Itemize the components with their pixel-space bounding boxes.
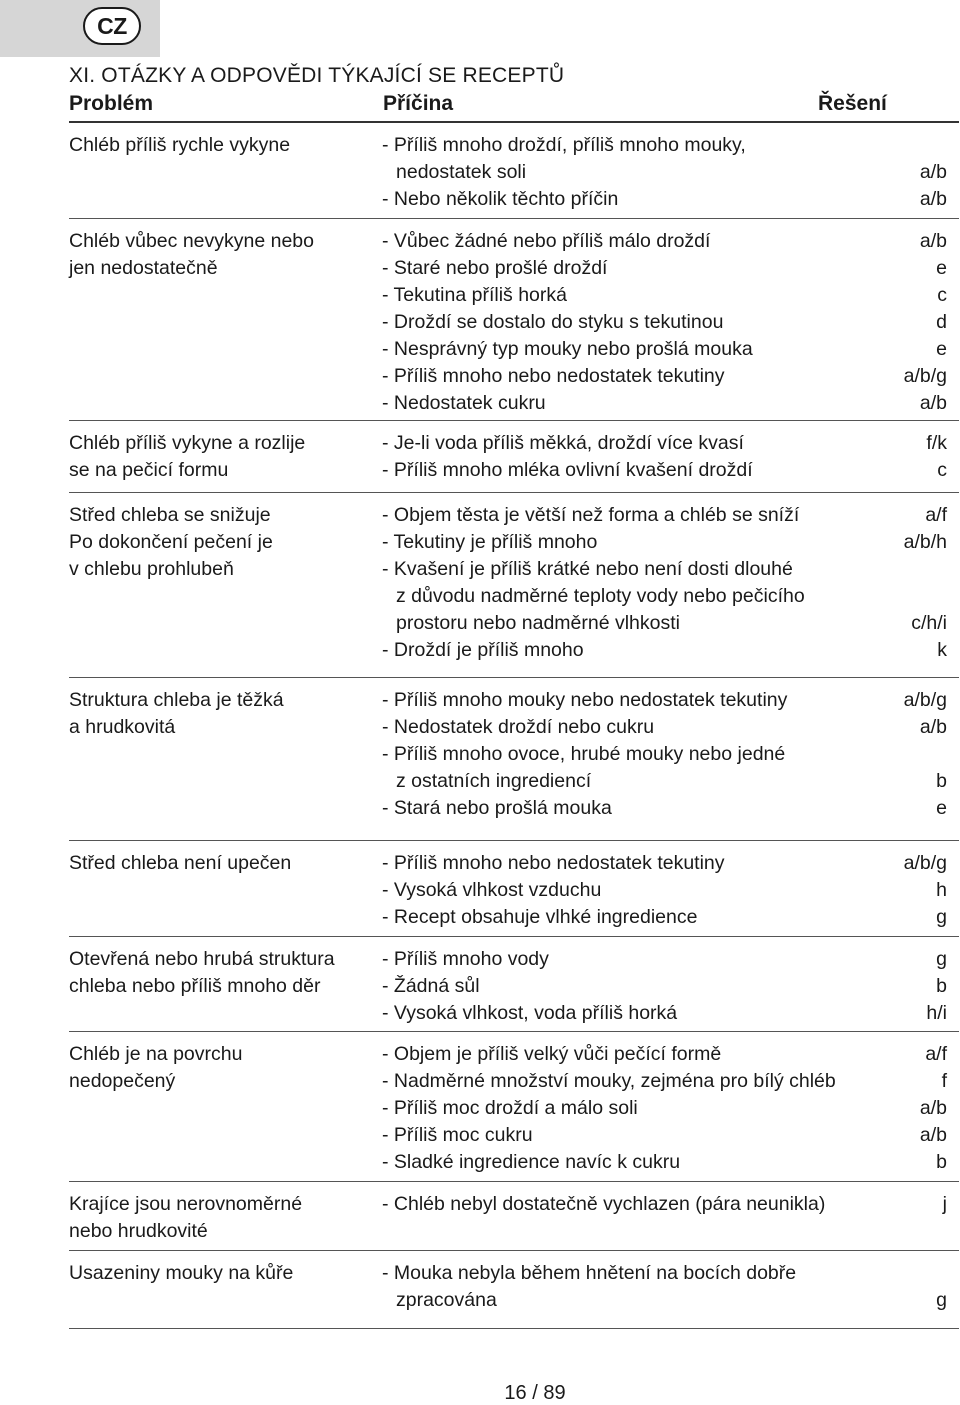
solution-code: e: [936, 797, 947, 819]
cause-line: [382, 282, 947, 309]
cause-text: - Vysoká vlhkost, voda příliš horká: [382, 1002, 678, 1024]
cause-line: [382, 1122, 947, 1149]
cause-line: [382, 583, 947, 610]
cause-text: - Je-li voda příliš měkká, droždí více kvasí: [382, 432, 744, 454]
row-separator: [69, 420, 959, 421]
causes-cell: [382, 1260, 947, 1314]
problem-cell: [69, 132, 389, 159]
problem-text: Chléb příliš vykyne a rozlije: [69, 432, 306, 454]
problem-text: Střed chleba se snižuje: [69, 504, 271, 526]
problem-text: v chlebu prohlubeň: [69, 558, 234, 580]
row-separator: [69, 936, 959, 937]
solution-code: k: [937, 639, 947, 661]
row-separator: [69, 218, 959, 219]
cause-line: [382, 850, 947, 877]
problem-text: chleba nebo příliš mnoho děr: [69, 975, 321, 997]
cause-text: - Příliš moc droždí a málo soli: [382, 1097, 638, 1119]
cause-line: [382, 610, 947, 637]
solution-code: a/b: [919, 716, 947, 738]
problem-text: Chléb je na povrchu: [69, 1043, 243, 1065]
solution-code: j: [942, 1193, 947, 1215]
cause-line: [382, 687, 947, 714]
cause-text: - Vysoká vlhkost vzduchu: [382, 879, 602, 901]
solution-code: g: [936, 1289, 947, 1311]
problem-text: se na pečicí formu: [69, 459, 229, 481]
solution-code: a/b: [919, 1097, 947, 1119]
cause-line: [382, 1095, 947, 1122]
cause-line: [382, 556, 947, 583]
solution-code: g: [936, 906, 947, 928]
row-separator: [69, 1250, 959, 1251]
solution-code: h: [936, 879, 947, 901]
cause-line: [382, 336, 947, 363]
cause-text: - Droždí se dostalo do styku s tekutinou: [382, 311, 724, 333]
cause-text: - Tekutina příliš horká: [382, 284, 567, 306]
section-title: XI. OTÁZKY A ODPOVĚDI TÝKAJÍCÍ SE RECEPTŮ: [69, 64, 565, 87]
cause-text: - Droždí je příliš mnoho: [382, 639, 584, 661]
causes-cell: [382, 1191, 947, 1218]
cause-text: - Objem je příliš velký vůči pečící formě: [382, 1043, 722, 1065]
cause-text: - Příliš mnoho ovoce, hrubé mouky nebo jedné: [382, 743, 786, 765]
cause-text: - Nedostatek cukru: [382, 392, 546, 414]
cause-line: [382, 1041, 947, 1068]
row-separator: [69, 840, 959, 841]
cause-line: [382, 186, 947, 213]
causes-cell: [382, 850, 947, 931]
problem-text: Struktura chleba je těžká: [69, 689, 284, 711]
row-separator: [69, 1181, 959, 1182]
cause-line: [382, 1149, 947, 1176]
cause-line: [382, 159, 947, 186]
problem-text: Otevřená nebo hrubá struktura: [69, 948, 335, 970]
causes-cell: [382, 946, 947, 1027]
solution-code: e: [936, 257, 947, 279]
solution-code: c: [937, 284, 947, 306]
problem-cell: [69, 430, 389, 484]
problem-text: nebo hrudkovité: [69, 1220, 208, 1242]
cause-text: - Příliš mnoho mouky nebo nedostatek tekutiny: [382, 689, 788, 711]
cause-text: z důvodu nadměrné teploty vody nebo pečicího: [396, 585, 805, 607]
solution-code: a/b: [919, 161, 947, 183]
cause-line: [382, 1068, 947, 1095]
problem-text: Po dokončení pečení je: [69, 531, 273, 553]
solution-code: e: [936, 338, 947, 360]
solution-code: a/f: [925, 1043, 947, 1065]
cause-line: [382, 877, 947, 904]
cause-text: zpracována: [396, 1289, 497, 1311]
causes-cell: [382, 132, 947, 213]
cause-text: - Příliš mnoho mléka ovlivní kvašení droždí: [382, 459, 753, 481]
cause-text: - Tekutiny je příliš mnoho: [382, 531, 598, 553]
solution-code: f: [941, 1070, 947, 1092]
cause-text: - Vůbec žádné nebo příliš málo droždí: [382, 230, 711, 252]
causes-cell: [382, 228, 947, 417]
causes-cell: [382, 430, 947, 484]
cause-text: prostoru nebo nadměrné vlhkosti: [396, 612, 680, 634]
cause-line: [382, 637, 947, 664]
cause-line: [382, 457, 947, 484]
causes-cell: [382, 687, 947, 822]
problem-text: jen nedostatečně: [69, 257, 218, 279]
cause-text: z ostatních ingrediencí: [396, 770, 592, 792]
problem-cell: [69, 228, 389, 282]
solution-code: b: [936, 770, 947, 792]
problem-cell: [69, 502, 389, 583]
cause-line: [382, 255, 947, 282]
language-tab: [0, 0, 160, 57]
header-cause: Příčina: [383, 92, 454, 115]
cause-text: - Chléb nebyl dostatečně vychlazen (pára neunikla): [382, 1193, 826, 1215]
cause-line: [382, 795, 947, 822]
cause-line: [382, 228, 947, 255]
solution-code: c: [937, 459, 947, 481]
cause-line: [382, 529, 947, 556]
cause-line: [382, 973, 947, 1000]
cause-line: [382, 1287, 947, 1314]
problem-cell: [69, 1041, 389, 1095]
solution-code: a/f: [925, 504, 947, 526]
solution-code: h/i: [926, 1002, 947, 1024]
problem-text: nedopečený: [69, 1070, 176, 1092]
solution-code: a/b/g: [903, 689, 947, 711]
language-badge: CZ: [83, 7, 141, 45]
row-separator: [69, 677, 959, 678]
problem-text: Chléb vůbec nevykyne nebo: [69, 230, 314, 252]
cause-text: - Žádná sůl: [382, 975, 480, 997]
solution-code: a/b/g: [903, 852, 947, 874]
header-solution: Řešení: [818, 92, 887, 115]
row-separator: [69, 1328, 959, 1329]
cause-line: [382, 741, 947, 768]
causes-cell: [382, 1041, 947, 1176]
solution-code: a/b: [919, 392, 947, 414]
cause-text: - Příliš mnoho nebo nedostatek tekutiny: [382, 365, 725, 387]
solution-code: a/b: [919, 230, 947, 252]
cause-text: - Příliš moc cukru: [382, 1124, 533, 1146]
problem-text: Chléb příliš rychle vykyne: [69, 134, 291, 156]
problem-cell: [69, 1191, 389, 1245]
problem-cell: [69, 687, 389, 741]
solution-code: a/b/g: [903, 365, 947, 387]
problem-text: Usazeniny mouky na kůře: [69, 1262, 294, 1284]
problem-cell: [69, 1260, 389, 1287]
cause-text: - Recept obsahuje vlhké ingredience: [382, 906, 698, 928]
cause-line: [382, 390, 947, 417]
solution-code: a/b/h: [903, 531, 947, 553]
cause-text: - Nesprávný typ mouky nebo prošlá mouka: [382, 338, 753, 360]
cause-text: - Příliš mnoho nebo nedostatek tekutiny: [382, 852, 725, 874]
solution-code: d: [936, 311, 947, 333]
cause-line: [382, 502, 947, 529]
cause-text: - Kvašení je příliš krátké nebo není dosti dlouhé: [382, 558, 793, 580]
solution-code: a/b: [919, 1124, 947, 1146]
problem-cell: [69, 850, 389, 877]
cause-text: - Mouka nebyla během hnětení na bocích dobře: [382, 1262, 797, 1284]
solution-code: a/b: [919, 188, 947, 210]
cause-line: [382, 904, 947, 931]
problem-text: Krajíce jsou nerovnoměrné: [69, 1193, 303, 1215]
solution-code: b: [936, 1151, 947, 1173]
header-problem: Problém: [69, 92, 154, 115]
cause-text: - Nebo několik těchto příčin: [382, 188, 619, 210]
solution-code: c/h/i: [911, 612, 947, 634]
causes-cell: [382, 502, 947, 664]
solution-code: b: [936, 975, 947, 997]
solution-code: f/k: [926, 432, 947, 454]
cause-text: - Nadměrné množství mouky, zejména pro bílý chléb: [382, 1070, 836, 1092]
problem-text: a hrudkovitá: [69, 716, 176, 738]
row-separator: [69, 1031, 959, 1032]
cause-text: - Objem těsta je větší než forma a chléb se sníží: [382, 504, 800, 526]
cause-line: [382, 132, 947, 159]
page-number: 16 / 89: [504, 1382, 566, 1404]
cause-line: [382, 1191, 947, 1218]
solution-code: g: [936, 948, 947, 970]
cause-line: [382, 1000, 947, 1027]
cause-text: - Příliš mnoho vody: [382, 948, 549, 970]
header-rule: [69, 121, 959, 123]
row-separator: [69, 492, 959, 493]
cause-line: [382, 363, 947, 390]
cause-text: - Sladké ingredience navíc k cukru: [382, 1151, 681, 1173]
cause-line: [382, 430, 947, 457]
cause-text: nedostatek soli: [396, 161, 527, 183]
cause-line: [382, 768, 947, 795]
cause-text: - Nedostatek droždí nebo cukru: [382, 716, 655, 738]
cause-line: [382, 714, 947, 741]
cause-line: [382, 1260, 947, 1287]
cause-line: [382, 946, 947, 973]
cause-text: - Příliš mnoho droždí, příliš mnoho mouky,: [382, 134, 746, 156]
cause-line: [382, 309, 947, 336]
problem-text: Střed chleba není upečen: [69, 852, 292, 874]
problem-cell: [69, 946, 389, 1000]
cause-text: - Stará nebo prošlá mouka: [382, 797, 612, 819]
cause-text: - Staré nebo prošlé droždí: [382, 257, 608, 279]
